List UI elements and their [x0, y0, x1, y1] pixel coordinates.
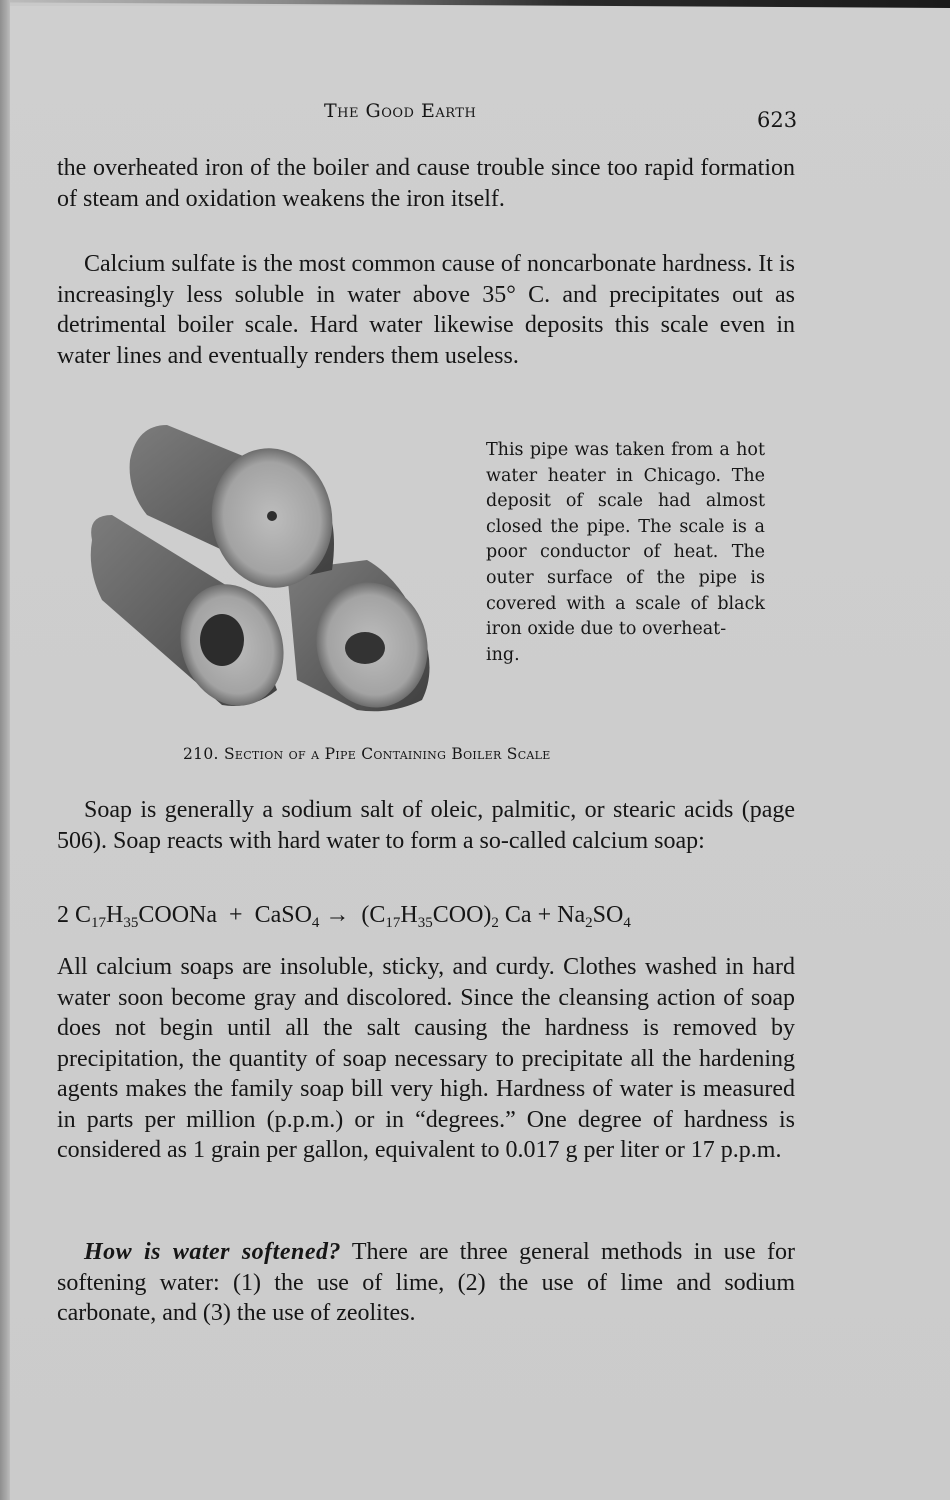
eq-term: (C [361, 902, 386, 928]
paragraph-softening [57, 1237, 795, 1329]
eq-term: H [400, 902, 418, 928]
eq-plus: + [229, 902, 243, 928]
page-header [0, 100, 950, 130]
paragraph-calcium-soaps: All calcium soaps are insoluble, sticky, and curdy. Clothes washed in hard water soon become gray and discolored. Since the cleansing action of soap does not begin until all the salt causing the hardness is removed by precipitation, the quantity of soap necessary to precipitate all the hardening agents makes the family soap bill very high. Hardness of water is measured in parts per million (p.p.m.) or in “degrees.” One degree of hardness is considered as 1 grain per gallon, equivalent to 0.017 g per liter or 17 p.p.m. [57, 954, 795, 1163]
eq-subscript: 2 [491, 915, 499, 931]
eq-subscript: 17 [385, 915, 401, 931]
eq-subscript: 17 [91, 915, 107, 931]
eq-term: Ca [504, 902, 532, 928]
chemical-equation [57, 902, 797, 929]
figure-number: 210. [183, 745, 219, 763]
eq-plus: + [537, 902, 552, 928]
section-question: How is water softened? [84, 1239, 341, 1265]
softening-text: There are three general methods in use for softening water: (1) the use of lime, (2) the use of lime and sodium carbonate, and (3) the use of zeolites. [57, 1239, 795, 1326]
eq-term: COONa [138, 902, 218, 928]
eq-term: SO [592, 902, 624, 928]
eq-term: Na [557, 902, 586, 928]
eq-term: H [106, 902, 124, 928]
eq-subscript: 35 [417, 915, 433, 931]
eq-coefficient: 2 [57, 902, 69, 928]
pipe-scale-photo [82, 420, 442, 720]
eq-term: COO) [432, 902, 492, 928]
paragraph-calcium-sulfate: Calcium sulfate is the most common cause of noncarbonate hardness. It is increasingly less soluble in water above 35° C. and precipitates out as detrimental boiler scale. Hard water likewise deposits this scale even in water lines and eventually renders them useless. [57, 251, 795, 369]
figure-caption-text: Section of a Pipe Containing Boiler Scale [223, 745, 551, 763]
paragraph-continued: the overheated iron of the boiler and cause trouble since too rapid formation of steam and oxidation weakens the iron itself. [57, 155, 795, 212]
figure-note-last-line: ing. [486, 644, 520, 665]
eq-term: CaSO [254, 902, 312, 928]
page-binding-edge [0, 0, 10, 1500]
eq-arrow-icon: → [325, 902, 350, 928]
running-head: The Good Earth [324, 100, 477, 122]
page-number: 623 [757, 108, 798, 132]
figure-note-text: This pipe was taken from a hot water heater in Chicago. The deposit of scale had almost closed the pipe. The scale is a poor conductor of heat. The outer surface of the pipe is covered with a scale of black iron oxide due to overheat- [486, 440, 765, 640]
eq-subscript: 35 [123, 915, 139, 931]
eq-subscript: 2 [585, 915, 593, 931]
eq-subscript: 4 [623, 915, 631, 931]
figure-side-note [486, 438, 765, 668]
eq-term: C [75, 902, 92, 928]
figure-caption [183, 745, 551, 763]
eq-subscript: 4 [311, 915, 320, 931]
paragraph-soap: Soap is generally a sodium salt of oleic, palmitic, or stearic acids (page 506). Soap reacts with hard water to form a so-called calcium soap: [57, 797, 795, 854]
